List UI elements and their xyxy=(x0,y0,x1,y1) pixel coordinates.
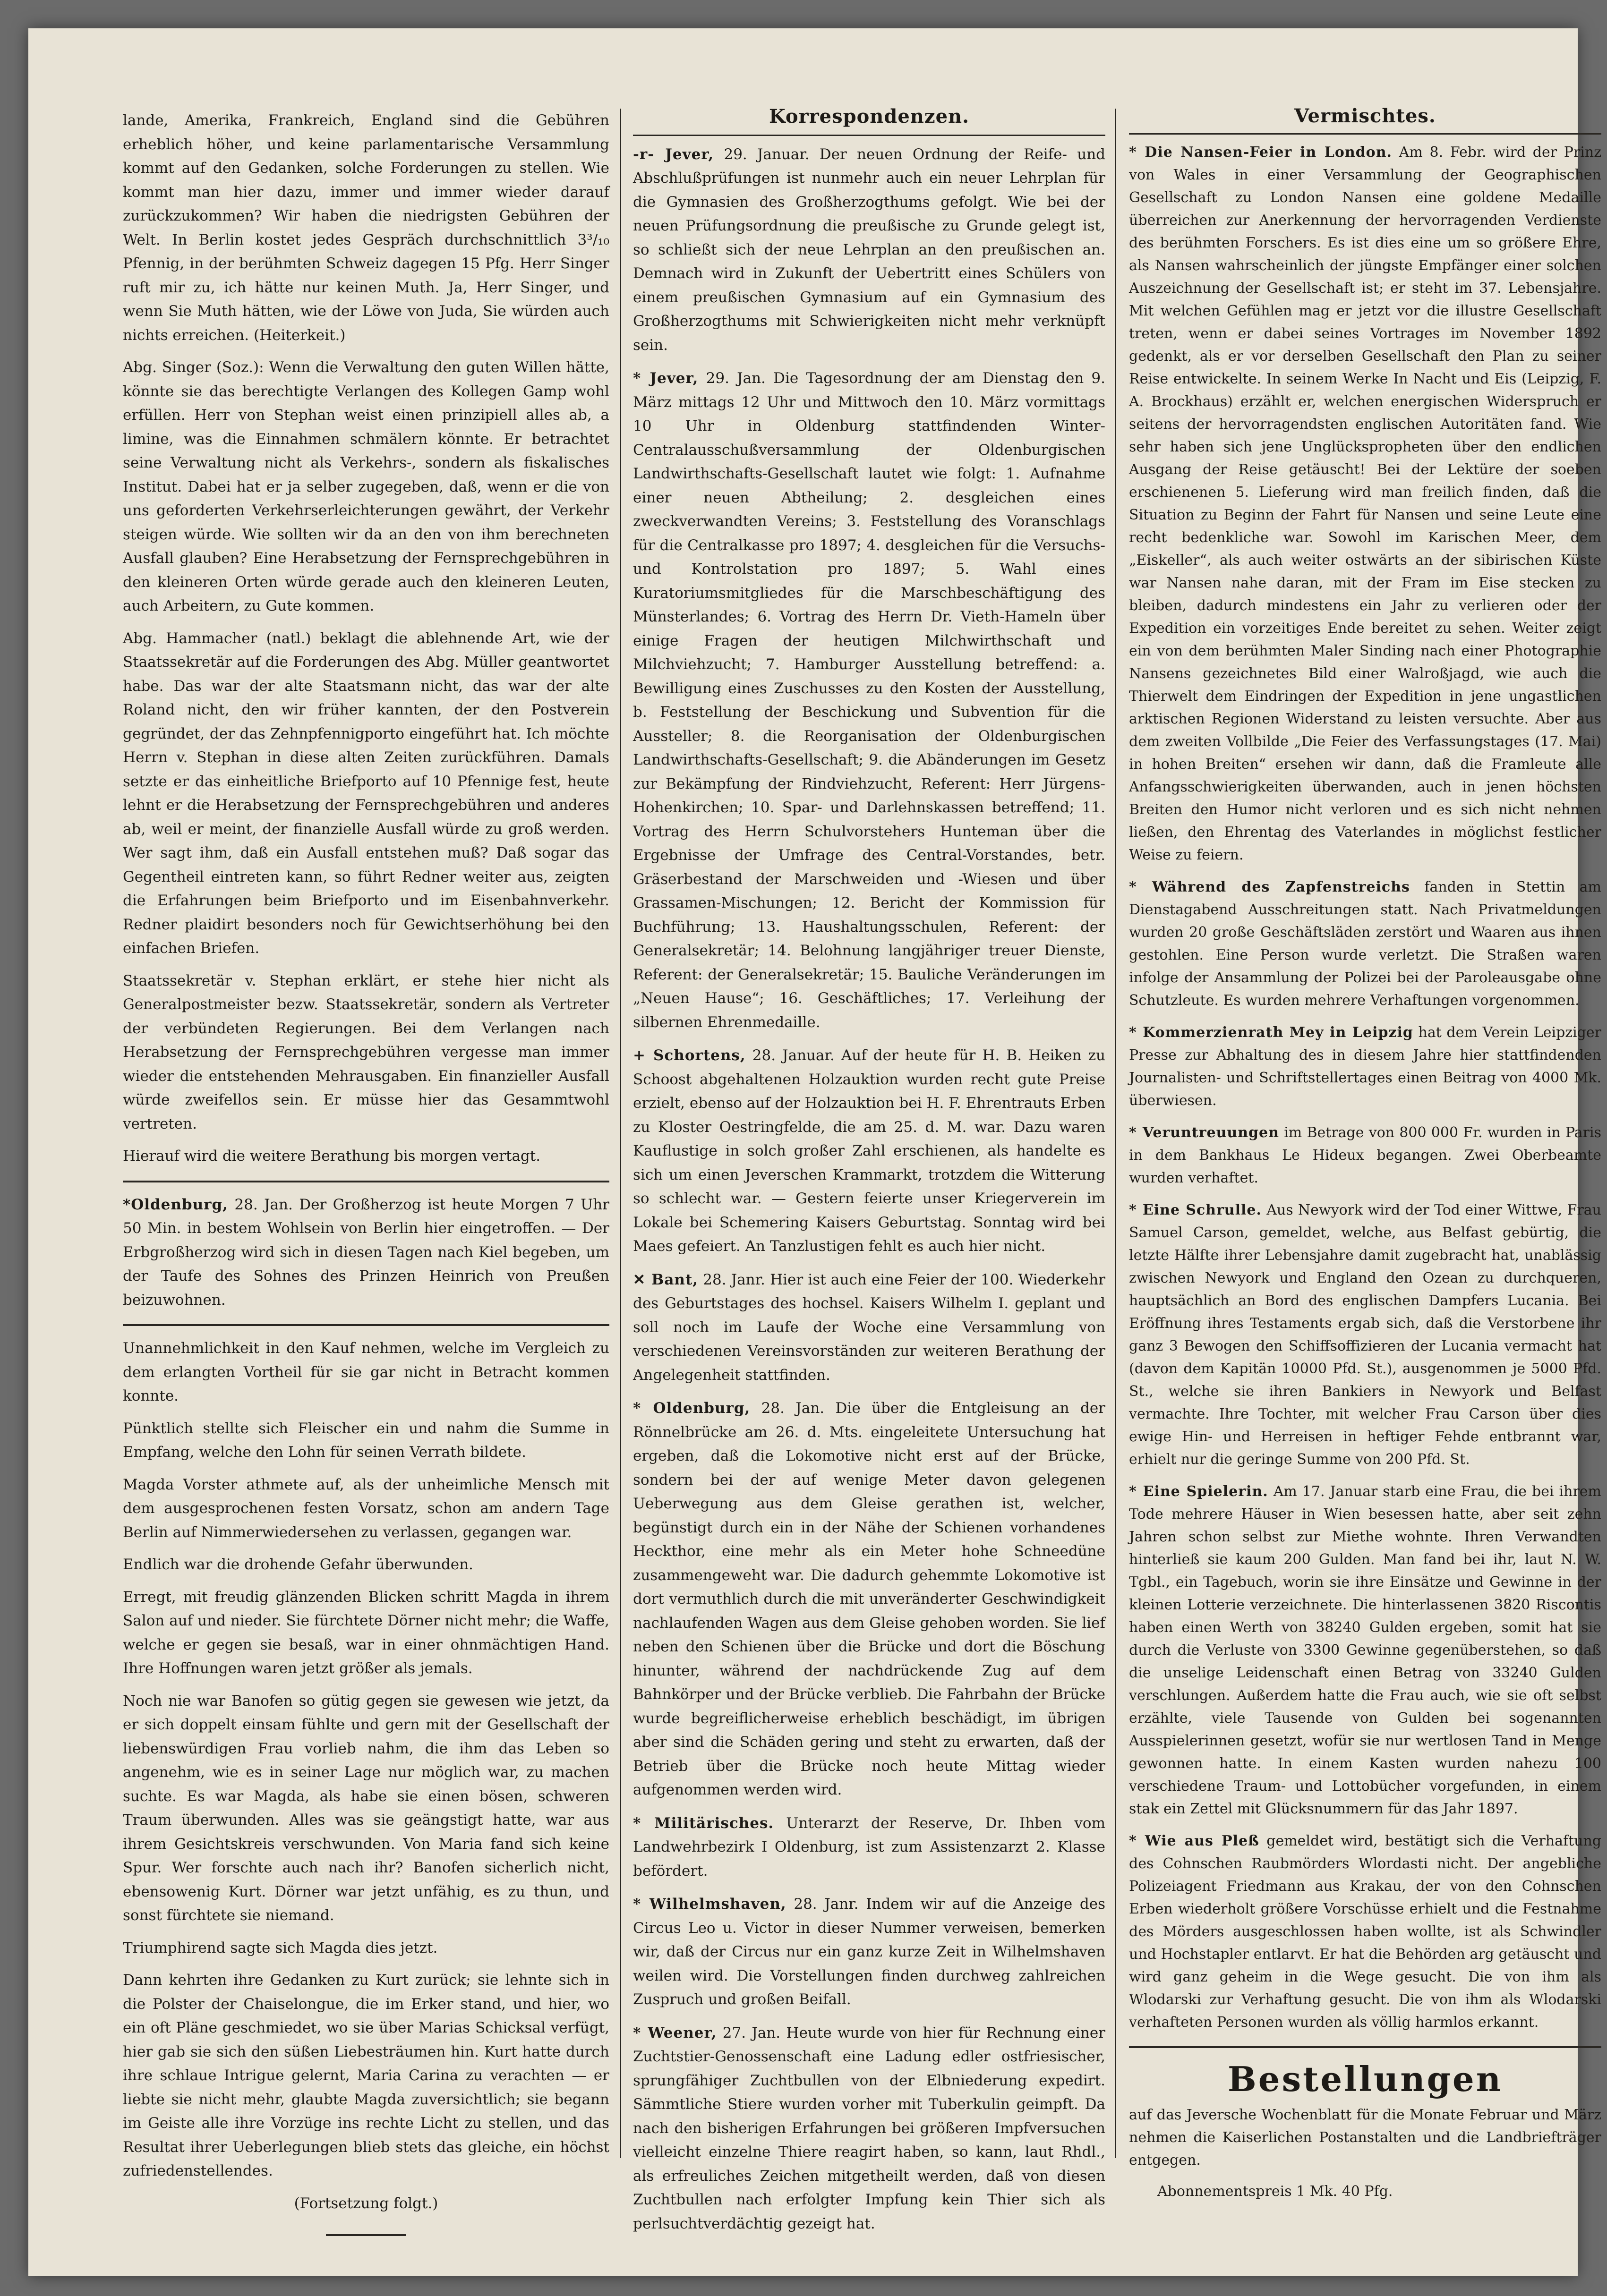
feuilleton-paragraph: Erregt, mit freudig glänzenden Blicken schritt Magda in ihrem Salon auf und nieder. Sie fürchtete Dörner nicht mehr; die Waffe, welche er gegen sie besaß, war in einer ohnmächtigen Hand. Ihre Hoffnungen waren jetzt größer als jemals. xyxy=(123,1588,609,1677)
news-item xyxy=(633,1811,1105,1883)
news-headline: * Eine Spielerin. xyxy=(1129,1483,1268,1500)
news-text: 28. Jan. Die über die Entgleisung an der Rönnelbrücke am 26. d. Mts. eingeleitete Untersuchung hat ergeben, daß die Lokomotive nicht erst auf der Brücke, sondern bei der auf wenige Meter davon gelegenen Ueberwegung aus dem Gleise gerathen ist, welcher, begünstigt durch ein in der Nähe der Schienen vorhandenes Heckthor, eine mehr als ein Meter hohe Schneedüne zusammengeweht war. Die dadurch gehemmte Lokomotive ist dort vermuthlich durch die mit unveränderter Geschwindigkeit nachlaufenden Wagen aus dem Gleise gehoben worden. Sie lief neben den Schienen über die Brücke und dort die Böschung hinunter, während der nachdrückende Zug auf dem Bahnkörper und der Brücke verblieb. Die Fahrbahn der Brücke wurde begreiflicherweise erheblich beschädigt, im übrigen aber sind die Schäden gering und steht zu erwarten, daß der Betrieb über die Brücke noch heute Mittag wieder aufgenommen werden wird. xyxy=(633,1400,1105,1798)
news-place: -r- Jever, xyxy=(633,145,714,163)
news-place: + Schortens, xyxy=(633,1047,746,1064)
parliament-paragraph: Staatssekretär v. Stephan erklärt, er stehe hier nicht als Generalpostmeister bezw. Staatssekretär, sondern als Vertreter der verbündeten Regierungen. Bei dem Verlangen nach Herabsetzung der Fernsprechgebühren vergesse man immer wieder die entstehenden Mehrausgaben. Ein finanzieller Ausfall würde zweifellos sein. Er müsse hier das Gesammtwohl vertreten. xyxy=(123,972,609,1132)
news-item xyxy=(1129,141,1601,867)
news-headline: * Während des Zapfenstreichs xyxy=(1129,879,1410,895)
news-place: *Oldenburg, xyxy=(123,1196,228,1213)
news-text: fanden in Stettin am Dienstagabend Ausschreitungen statt. Nach Privatmeldungen wurden 20 große Geschäftsläden zerstört und Waaren aus ihnen gestohlen. Eine Person wurde verletzt. Die Straßen waren infolge der Ansammlung der Polizei bei der Paroleausgabe ohne Schutzleute. Es wurden mehrere Verhaftungen vorgenommen. xyxy=(1129,879,1601,1009)
news-place: * Militärisches. xyxy=(633,1814,774,1832)
end-rule xyxy=(326,2234,406,2236)
news-item xyxy=(1129,1480,1601,1820)
feuilleton-paragraph: Pünktlich stellte sich Fleischer ein und nahm die Summe in Empfang, welche den Lohn für seinen Verrath bildete. xyxy=(123,1420,609,1461)
news-text: Am 17. Januar starb eine Frau, die bei ihrem Tode mehrere Häuser in Wien besessen hatte, aber seit zehn Jahren schon selbst zur Miethe wohnte. Ihren Verwandten hinterließ sie kaum 200 Gulden. Man fand bei ihr, laut N. W. Tgbl., ein Tagebuch, worin sie ihre Einsätze und Gewinne in der kleinen Lotterie verzeichnete. Die hinterlassenen 3820 Riscontis haben einen Werth von 38240 Gulden ergeben, somit hat sie durch die Verluste von 3300 Gewinne gegenüberstehen, so daß die unselige Leidenschaft einen Betrag von 33240 Gulden verschlungen. Außerdem hatte die Frau auch, wie sie oft selbst erzählte, viele Tausende von Gulden bei sogenannten Ausspielerinnen gesetzt, wofür sie nur wertlosen Tand in Menge gewonnen hatte. In einem Kasten wurden nahezu 100 verschiedene Traum- und Lottobücher vorgefunden, in einem stak ein Zettel mit Glücksnummern für das Jahr 1897. xyxy=(1129,1483,1601,1817)
news-text: 29. Januar. Der neuen Ordnung der Reife- und Abschlußprüfungen ist nunmehr auch ein neuer Lehrplan für die Gymnasien des Großherzogthums gefolgt. Wie bei der neuen Prüfungsordnung die preußische zu Grunde gelegt ist, so schließt sich der neue Lehrplan an den preußischen an. Demnach wird in Zukunft der Uebertritt eines Schülers von einem preußischen Gymnasium auf ein Gymnasium des Großherzogthums mit Schwierigkeiten nicht mehr verknüpft sein. xyxy=(633,145,1106,354)
feuilleton-paragraph: Dann kehrten ihre Gedanken zu Kurt zurück; sie lehnte sich in die Polster der Chaiselongue, die im Erker stand, und hier, wo ein oft Pläne geschmiedet, wo sie über Marias Schicksal verfügt, hier gab sie sich den süßen Liebesträumen hin. Kurt hatte durch ihre schlaue Intrigue gelernt, Maria Carina zu verachten — er liebte sie nicht mehr, glaubte Magda zuversichtlich; sie begann im Geiste alle ihre Vorzüge ins rechte Licht zu stellen, und das Resultat ihrer Ueberlegungen blieb stets das gleiche, ein höchst zufriedenstellendes. xyxy=(123,1972,609,2179)
news-text: 28. Januar. Auf der heute für H. B. Heiken zu Schoost abgehaltenen Holzauktion wurden recht gute Preise erzielt, ebenso auf der Holzauktion bei H. F. Ehrentrauts Erben zu Kloster Oestringfelde, die am 25. d. M. war. Dazu waren Kauflustige in solch großer Zahl erschienen, als handelte es sich um einen Jeverschen Krammarkt, trotzdem die Witterung so schlecht war. — Gestern feierte unser Kriegerverein im Lokale bei Schemering Kaisers Geburtstag. Sonntag wird bei Maes gefeiert. An Tanzlustigen fehlt es auch hier nicht. xyxy=(633,1047,1105,1255)
news-text: im Betrage von 800 000 Fr. wurden in Paris in dem Bankhaus Le Hideux begangen. Zwei Oberbeamte wurden verhaftet. xyxy=(1129,1124,1601,1186)
heading-rule xyxy=(633,135,1105,136)
news-headline: * Eine Schrulle. xyxy=(1129,1202,1262,1218)
middle-column xyxy=(633,105,1106,2245)
news-item xyxy=(1129,1199,1601,1471)
section-heading-korrespondenzen: Korrespondenzen. xyxy=(769,105,970,128)
parliament-paragraph: Abg. Hammacher (natl.) beklagt die ablehnende Art, wie der Staatssekretär auf die Forderungen des Abg. Müller geantwortet habe. Das war der alte Staatsmann nicht, das war der alte Roland nicht, den wir früher kannten, der den Postverein gegründet, der das Zehnpfennigporto eingeführt hat. Ich möchte Herrn v. Stephan in diese alten Zeiten zurückführen. Damals setzte er das einheitliche Briefporto auf 10 Pfennige fest, heute lehnt er die Herabsetzung der Fernsprechgebühren und anderes ab, weil er meint, der finanzielle Ausfall würde zu groß werden. Wer sagt ihm, daß ein Ausfall entstehen muß? Daß sogar das Gegentheil eintreten kann, so führt Redner weiter aus, zeigten die Erfahrungen beim Briefporto und im Eisenbahnverkehr. Redner plaidirt besonders noch für Gewichtserhöhung bei den einfachen Briefen. xyxy=(123,629,609,957)
ad-price: Abonnementspreis 1 Mk. 40 Pfg. xyxy=(1157,2183,1393,2200)
news-headline: * Die Nansen-Feier in London. xyxy=(1129,144,1392,161)
news-item xyxy=(1129,876,1601,1012)
feuilleton-paragraph: Triumphirend sagte sich Magda dies jetzt. xyxy=(123,1939,438,1956)
feuilleton-paragraph: Noch nie war Banofen so gütig gegen sie gewesen wie jetzt, da er sich doppelt einsam fühlte und gern mit der Gesellschaft der liebenswürdigen Frau vorlieb nahm, die ihm das Leben so angenehm, wie es in seiner Lage nur möglich war, zu machen suchte. Es war Magda, als habe sie einen bösen, schweren Traum überwunden. Alles was sie geängstigt hatte, war aus ihrem Gesichtskreis verschwunden. Von Maria fand sich keine Spur. Wer forschte auch nach ihr? Banofen sicherlich nicht, ebensowenig Kurt. Dörner war jetzt unfähig, es zu thun, und sonst fürchtete sie niemand. xyxy=(123,1692,609,1924)
news-item xyxy=(633,1268,1105,1387)
continuation-note: (Fortsetzung folgt.) xyxy=(294,2194,438,2212)
news-item xyxy=(633,366,1105,1034)
newspaper-page xyxy=(28,28,1602,2276)
news-text: 29. Jan. Die Tagesordnung der am Dienstag den 9. März mittags 12 Uhr und Mittwoch den 10. März vormittags 10 Uhr in Oldenburg stattfindenden Winter-Centralausschußversammlung der Oldenburgischen Landwirthschafts-Gesellschaft lautet wie folgt: 1. Aufnahme einer neuen Abtheilung; 2. desgleichen eines zweckverwandten Vereins; 3. Feststellung des Voranschlags für die Centralkasse pro 1897; 4. desgleichen für die Versuchs- und Kontrolstation pro 1897; 5. Wahl eines Kuratoriumsmitgliedes für die Marschbeschäftigung des Münsterlandes; 6. Vortrag des Herrn Dr. Vieth-Hameln über einige Fragen der heutigen Milchwirthschaft und Milchviehzucht; 7. Hamburger Ausstellung betreffend: a. Bewilligung eines Zuschusses zu den Kosten der Ausstellung, b. Feststellung der Beschickung und Subvention für die Aussteller; 8. die Reorganisation der Oldenburgischen Landwirthschafts-Gesellschaft; 9. die Abänderungen im Gesetz zur Bekämpfung der Rindviehzucht, Referent: Herr Jürgens-Hohenkirchen; 10. Spar- und Darlehnskassen betreffend; 11. Vortrag des Herrn Schulvorstehers Hunteman über die Ergebnisse der Umfrage des Central-Vorstandes, betr. Gräserbestand der Marschweiden und -Wiesen und über Grassamen-Mischungen; 12. Bericht der Kommission für Buchführung; 13. Haushaltungsschulen, Referent: der Generalsekretär; 14. Belohnung langjähriger treuer Dienste, Referent: der Generalsekretär; 15. Bauliche Veränderungen im „Neuen Hause“; 16. Geschäftliches; 17. Verleihung der silbernen Ehrenmedaille. xyxy=(633,370,1105,1031)
news-place: * Jever, xyxy=(633,370,699,387)
column-divider-1 xyxy=(620,109,621,2158)
ad-text: auf das Jeversche Wochenblatt für die Monate Februar und März nehmen die Kaiserlichen Postanstalten und die Landbriefträger entgegen. xyxy=(1129,2107,1601,2168)
news-text: 28. Janr. Indem wir auf die Anzeige des Circus Leo u. Victor in dieser Nummer verweisen, bemerken wir, daß der Circus nur ein ganz kurze Zeit in Wilhelmshaven weilen wird. Die Vorstellungen finden durchweg zahlreichen Zuspruch und großen Beifall. xyxy=(633,1896,1105,2008)
news-item xyxy=(1129,1830,1601,2034)
news-place: * Oldenburg, xyxy=(633,1400,751,1417)
news-item xyxy=(633,143,1105,357)
news-headline: * Kommerzienrath Mey in Leipzig xyxy=(1129,1024,1413,1041)
news-place: ✕ Bant, xyxy=(633,1271,699,1288)
ad-divider xyxy=(1129,2046,1601,2048)
news-item xyxy=(633,2021,1105,2236)
news-text: 28. Jan. Der Großherzog ist heute Morgen 7 Uhr 50 Min. in bestem Wohlsein von Berlin hier eingetroffen. — Der Erbgroßherzog wird sich in diesen Tagen nach Kiel begeben, um der Taufe des Sohnes des Prinzen Heinrich von Preußen beizuwohnen. xyxy=(123,1196,609,1309)
news-item xyxy=(1129,1122,1601,1190)
news-item xyxy=(633,1396,1105,1802)
ad-title: Bestellungen xyxy=(1227,2059,1503,2099)
parliament-paragraph: Hierauf wird die weitere Berathung bis morgen vertagt. xyxy=(123,1148,541,1165)
news-item xyxy=(1129,1021,1601,1112)
feuilleton-paragraph: Endlich war die drohende Gefahr überwunden. xyxy=(123,1556,473,1573)
section-heading-vermischtes: Vermischtes. xyxy=(1294,105,1436,127)
news-place: * Wilhelmshaven, xyxy=(633,1896,786,1913)
parliament-paragraph: Abg. Singer (Soz.): Wenn die Verwaltung den guten Willen hätte, könnte sie das berechtigte Verlangen des Kollegen Gamp wohl erfüllen. Herr von Stephan weist einen prinzipiell alles ab, a limine, was die Einnahmen schmälern könnte. Er betrachtet seine Verwaltung nicht als Verkehrs-, sondern als fiskalisches Institut. Dabei hat er ja selber zugegeben, daß, wenn er die von uns geforderten Verkehrserleichterungen gewährt, der Verkehr steigen würde. Wie sollten wir da an den von ihm berechneten Ausfall glauben? Eine Herabsetzung der Fernsprechgebühren in den kleineren Orten würde gerade auch den kleineren Leuten, auch Arbeitern, zu Gute kommen. xyxy=(123,359,609,614)
news-text: hat dem Verein Leipziger Presse zur Abhaltung des in diesem Jahre hier stattfindenden Journalisten- und Schriftstellertages einen Beitrag von 4000 Mk. überwiesen. xyxy=(1129,1024,1601,1109)
news-text: Aus Newyork wird der Tod einer Wittwe, Frau Samuel Carson, gemeldet, welche, aus Belfast gebürtig, die letzte Hälfte ihrer Lebensjahre damit zugebracht hat, unablässig zwischen Newyork und England den Ozean zu durchqueren, hauptsächlich an Bord des englischen Dampfers Lucania. Bei Eröffnung ihres Testaments ergab sich, daß die Verstorbene ihr ganz 3 Bewogen den Schiffsoffizieren der Lucania vermacht hat (davon dem Kapitän 10000 Pfd. St.), ausgenommen je 5000 Pfd. St., welche sie ihren Bankiers in Newyork und Belfast vermachte. Ihre Tochter, mit welcher Frau Carson über dies ewige Hin- und Herreisen in heftiger Fehde entbrannt war, erhielt nur die geringe Summe von 200 Pfd. St. xyxy=(1129,1202,1601,1468)
right-column xyxy=(1129,105,1602,2203)
news-item-oldenburg xyxy=(123,1193,609,1312)
news-text: 28. Janr. Hier ist auch eine Feier der 100. Wiederkehr des Geburtstages des hochsel. Kaisers Wilhelm I. geplant und soll noch im Laufe der Woche eine Versammlung von verschiedenen Vereinsvorständen zur weiteren Berathung der Angelegenheit stattfinden. xyxy=(633,1271,1105,1384)
news-place: * Weener, xyxy=(633,2024,717,2041)
section-divider xyxy=(123,1181,609,1182)
feuilleton-divider xyxy=(123,1324,609,1326)
news-text: 27. Jan. Heute wurde von hier für Rechnung einer Zuchtstier-Genossenschaft eine Ladung edler ostfriesischer, sprungfähiger Zuchtbullen von der Elbniederung expedirt. Sämmtliche Stiere wurden vorher mit Tuberkulin geimpft. Da nach den bisherigen Erfahrungen bei größeren Impfversuchen vielleicht einzelne Thiere reagirt haben, so kann, laut Rhdl., als erfreuliches Zeichen mitgetheilt werden, daß von diesen Zuchtbullen nach erfolgter Impfung kein Thier sich als perlsuchtverdächtig gezeigt hat. xyxy=(633,2024,1105,2232)
feuilleton-paragraph: Unannehmlichkeit in den Kauf nehmen, welche im Vergleich zu dem erlangten Vortheil für sie gar nicht in Betracht kommen konnte. xyxy=(123,1340,609,1404)
feuilleton-paragraph: Magda Vorster athmete auf, als der unheimliche Mensch mit dem ausgesprochenen festen Vorsatz, schon am andern Tage Berlin auf Nimmerwiedersehen zu verlassen, gegangen war. xyxy=(123,1476,609,1541)
column-divider-2 xyxy=(1115,109,1116,2158)
news-item xyxy=(633,1892,1105,2012)
news-headline: * Wie aus Pleß xyxy=(1129,1833,1259,1849)
news-text: gemeldet wird, bestätigt sich die Verhaftung des Cohnschen Raubmörders Wlordasti nicht. Der angebliche Polizeiagent Friedmann aus Krakau, der von den Cohnschen Erben wiederholt größere Vorschüsse erhielt und die Festnahme des Mörders ausgeschlossen haben wollte, ist als Schwindler und Hochstapler entlarvt. Er hat die Behörden arg getäuscht und wird ganz geheim in die Wege gesucht. Die von ihm als Wlodarski zur Verhaftung gesucht. Die von ihm als Wlodarski verhafteten Personen wurden als völlig harmlos erkannt. xyxy=(1129,1833,1601,2031)
news-text: Unterarzt der Reserve, Dr. Ihben vom Landwehrbezirk I Oldenburg, ist zum Assistenzarzt 2. Klasse befördert. xyxy=(633,1814,1105,1879)
news-headline: * Veruntreuungen xyxy=(1129,1124,1279,1141)
news-text: Am 8. Febr. wird der Prinz von Wales in einer Versammlung der Geographischen Gesellschaft zu London Nansen eine goldene Medaille überreichen zur Anerkennung der hervorragenden Verdienste des berühmten Forschers. Es ist dies eine um so größere Ehre, als Nansen wahrscheinlich der jüngste Empfänger einer solchen Auszeichnung der Gesellschaft ist; er steht im 37. Lebensjahre. Mit welchen Gefühlen mag er jetzt vor die illustre Gesellschaft treten, wenn er dabei seines Vortrages im November 1892 gedenkt, als er vor derselben Gesellschaft den Plan zu seiner Reise entwickelte. In seinem Werke In Nacht und Eis (Leipzig, F. A. Brockhaus) erzählt er, welchen energischen Widerspruch er seitens der hervorragendsten englischen Autoritäten fand. Wie sehr haben sich jene Unglückspropheten über den endlichen Ausgang der Reise getäuscht! Bei der Lektüre der soeben erschienenen 5. Lieferung wird man freilich finden, daß die Situation zu Beginn der Fahrt für Nansen und seine Leute eine recht bedenkliche war. Sowohl im Karischen Meer, dem „Eiskeller“, als auch weiter ostwärts an der sibirischen Küste war Nansen nahe daran, mit der Fram im Eise stecken zu bleiben, dadurch mindestens ein Jahr zu verlieren oder der Expedition ein vorzeitiges Ende bereitet zu sehen. Weiter zeigt ein von dem berühmten Maler Sinding nach einer Photographie Nansens gezeichnetes Bild einer Walroßjagd, wie auch die Thierwelt dem Eindringen der Expedition in jene ungastlichen arktischen Regionen Widerstand zu leisten versuchte. Aber aus dem zweiten Vollbilde „Die Feier des Verfassungstages (17. Mai) in hohen Breiten“ ersehen wir dann, daß die Framleute alle Anfangsschwierigkeiten überwanden, auch in jenen höchsten Breiten den Humor nicht verloren und es sich nicht nehmen ließen, den Ehrentag des Vaterlandes in möglichst festlicher Weise zu feiern. xyxy=(1129,144,1602,863)
parliament-paragraph: lande, Amerika, Frankreich, England sind die Gebühren erheblich höher, und keine parlamentarische Versammlung kommt auf den Gedanken, solche Forderungen zu stellen. Wie kommt man hier dazu, immer und immer wieder darauf zurückzukommen? Wir haben die niedrigsten Gebühren der Welt. In Berlin kostet jedes Gespräch durchschnittlich 3³/₁₀ Pfennig, in der berühmten Schweiz dagegen 15 Pfg. Herr Singer ruft mir zu, ich hätte nur keinen Muth. Ja, Herr Singer, und wenn Sie Muth hätten, wie der Löwe von Juda, Sie würden auch nichts erreichen. (Heiterkeit.) xyxy=(123,112,609,344)
news-item xyxy=(633,1044,1105,1259)
left-column xyxy=(123,109,609,2236)
heading-rule xyxy=(1129,133,1601,135)
